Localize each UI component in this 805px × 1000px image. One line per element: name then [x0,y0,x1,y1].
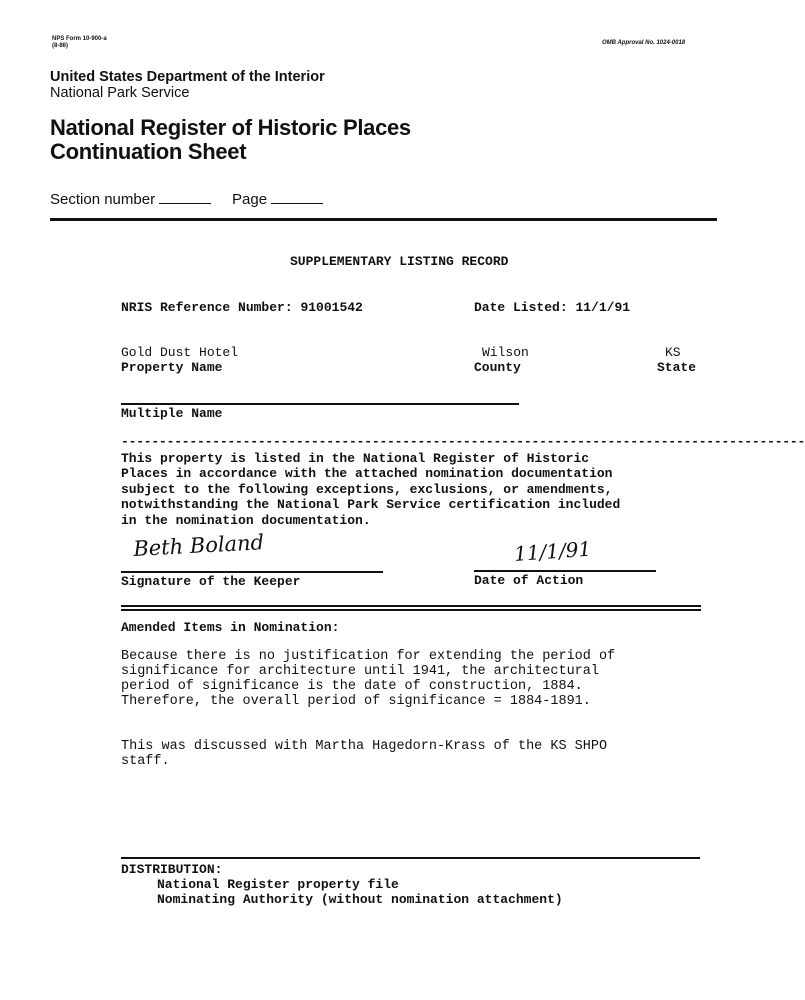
state-value: KS [665,345,681,360]
form-date: (8-86) [52,43,69,49]
amended-line: period of significance is the date of construction, 1884. [121,679,583,694]
multiple-name-line [121,403,519,405]
dashed-divider: ------------------------------------------------------------------------------------------ [121,434,805,449]
page-label: Page [232,191,268,208]
nris-value: 91001542 [300,300,363,315]
multiple-name-label: Multiple Name [121,406,223,421]
header-divider [50,218,717,221]
signature-label: Signature of the Keeper [121,574,301,589]
state-label: State [657,360,697,375]
date-listed-value: 11/1/91 [575,300,631,315]
county-value: Wilson [482,345,529,360]
department-name: United States Department of the Interior [50,69,325,85]
distribution-item: Nominating Authority (without nomination attachment) [157,892,563,907]
service-name: National Park Service [50,85,190,101]
page-subtitle: Continuation Sheet [50,139,247,164]
signature-line [121,571,383,573]
statement-line: Places in accordance with the attached nomination documentation [121,466,613,482]
record-heading: SUPPLEMENTARY LISTING RECORD [290,254,509,269]
double-divider [121,605,701,611]
date-listed-label: Date Listed: [474,300,568,315]
section-number-field [50,189,211,208]
amended-paragraph-2 [121,739,607,769]
county-label: County [474,360,521,375]
nris-label: NRIS Reference Number: [121,300,293,315]
action-date-handwritten: 11/1/91 [513,536,592,566]
nris-reference [121,300,363,315]
distribution-heading: DISTRIBUTION: [121,862,223,877]
page-blank [271,189,323,204]
statement-line: in the nomination documentation. [121,512,371,528]
omb-approval: OMB Approval No. 1024-0018 [602,40,686,46]
action-date-label: Date of Action [474,573,584,588]
amended-line: This was discussed with Martha Hagedorn-Krass of the KS SHPO [121,739,608,754]
distribution-list [157,877,563,907]
statement-line: notwithstanding the National Park Service certification included [121,497,621,513]
amended-line: significance for architecture until 1941, the architectural [121,664,599,679]
page-field [232,189,323,208]
amended-heading: Amended Items in Nomination: [121,620,340,635]
distribution-divider [121,857,700,859]
statement-line: This property is listed in the National Register of Historic [121,451,590,466]
page-title: National Register of Historic Places [50,115,411,140]
amended-line: Therefore, the overall period of significance = 1884-1891. [121,694,591,709]
property-name-value: Gold Dust Hotel [121,345,239,360]
amended-line: Because there is no justification for extending the period of [121,649,616,664]
date-listed [474,300,630,315]
section-number-label: Section number [50,191,156,208]
amended-paragraph-1 [121,649,615,709]
listing-statement [121,451,620,528]
form-number: NPS Form 10-900-a [52,36,107,42]
action-date-line [474,570,656,572]
section-number-blank [159,189,211,204]
statement-line: subject to the following exceptions, exclusions, or amendments, [121,481,613,497]
distribution-item: National Register property file [157,877,399,892]
keeper-signature: Beth Boland [132,530,265,561]
amended-line: staff. [121,754,170,769]
property-name-label: Property Name [121,360,223,375]
